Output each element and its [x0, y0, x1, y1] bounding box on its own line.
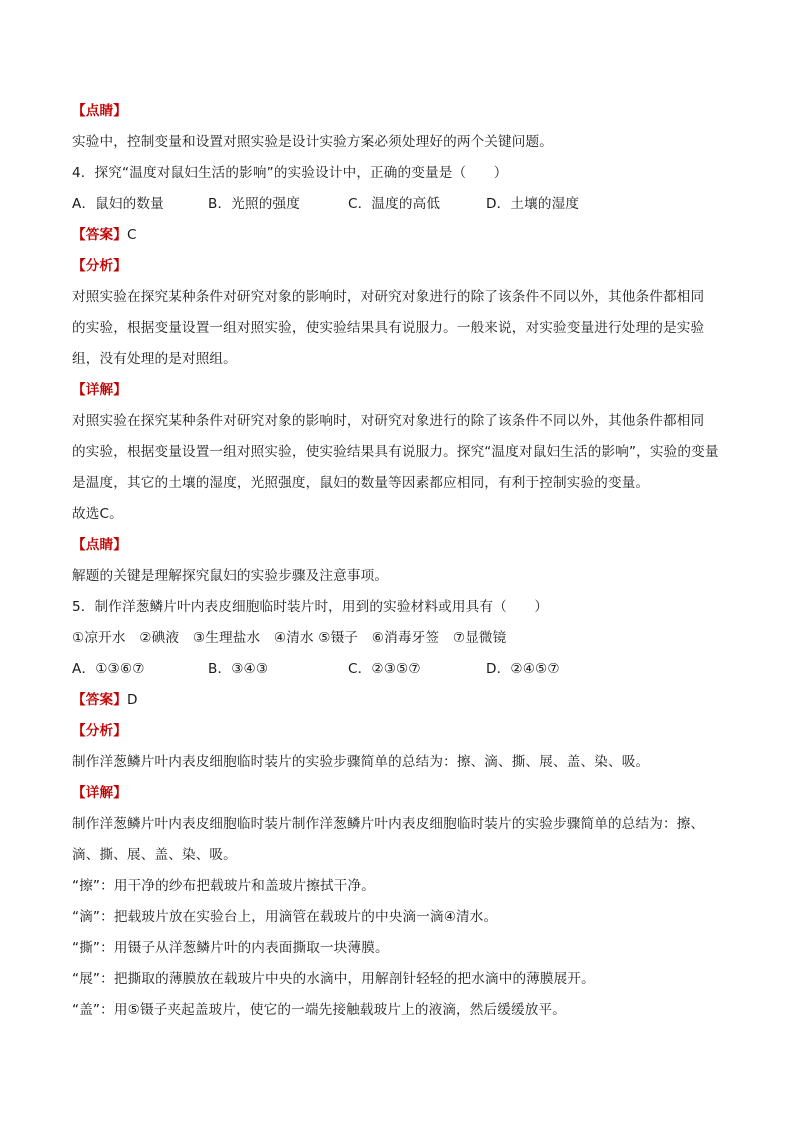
- answer-value: D: [126, 692, 138, 708]
- option-c: C．②③⑤⑦: [348, 661, 421, 677]
- answer-label: 【答案】: [72, 692, 127, 708]
- text-line: 对照实验在探究某种条件对研究对象的影响时，对研究对象进行的除了该条件不同以外，其他条件都相同: [72, 413, 705, 429]
- text-line: 组，没有处理的是对照组。: [72, 351, 237, 367]
- question-4-stem: 4．探究“温度对鼠妇生活的影响”的实验设计中，正确的变量是（ ）: [72, 165, 508, 181]
- text-line: 解题的关键是理解探究鼠妇的实验步骤及注意事项。: [72, 568, 389, 584]
- answer-value: C: [126, 227, 137, 243]
- section-heading-fenxi: 【分析】: [72, 723, 127, 739]
- option-d: D．土壤的湿度: [486, 196, 580, 212]
- section-heading-fenxi: 【分析】: [72, 258, 127, 274]
- text-line: 的实验，根据变量设置一组对照实验，使实验结果具有说服力。一般来说，对实验变量进行处理的是实验: [72, 320, 705, 336]
- option-a: A．鼠妇的数量: [72, 196, 164, 212]
- answer-label: 【答案】: [72, 227, 127, 243]
- text-line: 实验中，控制变量和设置对照实验是设计实验方案必须处理好的两个关键问题。: [72, 134, 554, 150]
- question-5-stem: 5．制作洋葱鳞片叶内表皮细胞临时装片时，用到的实验材料或用具有（ ）: [72, 599, 549, 615]
- option-a: A．①③⑥⑦: [72, 661, 145, 677]
- step-si: “撕”：用镊子从洋葱鳞片叶的内表面撕取一块薄膜。: [72, 940, 389, 956]
- option-b: B．③④③: [208, 661, 269, 677]
- option-d: D．②④⑤⑦: [486, 661, 560, 677]
- answer-line: [72, 225, 728, 245]
- text-line: 故选C。: [72, 506, 123, 522]
- step-di: “滴”：把载玻片放在实验台上，用滴管在载玻片的中央滴一滴④清水。: [72, 909, 498, 925]
- text-line: 制作洋葱鳞片叶内表皮细胞临时装片制作洋葱鳞片叶内表皮细胞临时装片的实验步骤简单的总结为：擦、: [72, 816, 705, 832]
- answer-line: [72, 690, 728, 710]
- question-5-materials: ①凉开水 ②碘液 ③生理盐水 ④清水 ⑤镊子 ⑥消毒牙签 ⑦显微镜: [72, 630, 507, 646]
- text-line: 滴、撕、展、盖、染、吸。: [72, 847, 237, 863]
- step-ca: “擦”：用干净的纱布把载玻片和盖玻片擦拭干净。: [72, 878, 376, 894]
- section-heading-xiangjie: 【详解】: [72, 785, 127, 801]
- option-b: B．光照的强度: [208, 196, 300, 212]
- section-heading-dianjing: 【点睛】: [72, 103, 127, 119]
- text-line: 对照实验在探究某种条件对研究对象的影响时，对研究对象进行的除了该条件不同以外，其他条件都相同: [72, 289, 705, 305]
- step-gai: “盖”：用⑤镊子夹起盖玻片，使它的一端先接触载玻片上的液滴，然后缓缓放平。: [72, 1002, 567, 1018]
- text-line: 是温度，其它的土壤的湿度，光照强度，鼠妇的数量等因素都应相同，有利于控制实验的变量。: [72, 475, 650, 491]
- section-heading-xiangjie: 【详解】: [72, 382, 127, 398]
- section-heading-dianjing: 【点睛】: [72, 537, 127, 553]
- text-line: 的实验，根据变量设置一组对照实验，使实验结果具有说服力。探究“温度对鼠妇生活的影响”，实验的变量: [72, 444, 719, 460]
- step-zhan: “展”：把撕取的薄膜放在载玻片中央的水滴中，用解剖针轻轻的把水滴中的薄膜展开。: [72, 971, 595, 987]
- text-line: 制作洋葱鳞片叶内表皮细胞临时装片的实验步骤简单的总结为：擦、滴、撕、展、盖、染、吸。: [72, 754, 650, 770]
- option-c: C．温度的高低: [348, 196, 441, 212]
